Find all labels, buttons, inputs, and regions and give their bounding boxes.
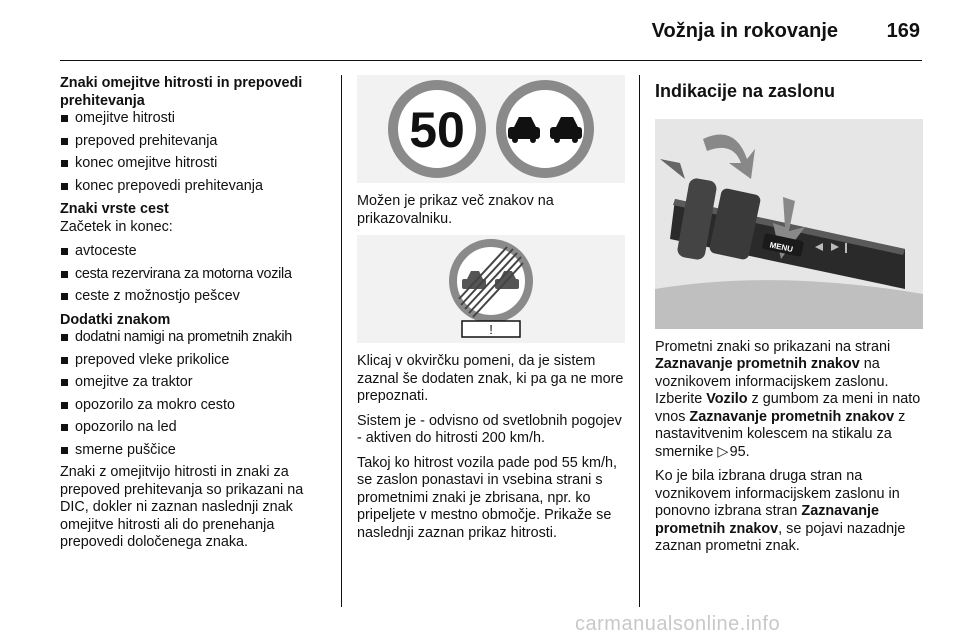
bullet-icon — [61, 293, 68, 300]
header-rule — [60, 60, 922, 61]
column-divider — [341, 75, 342, 607]
paragraph: Znaki z omejitvijo hitrosti in znaki za prepoved prehitevanja so prikazani na DIC, dokler ni zaznan naslednji znak omejitve hitrosti ali do prenehanja prepovedi določenega znaka. — [60, 464, 304, 550]
page-reference-icon: ▷ — [717, 443, 730, 460]
bullet-icon — [61, 334, 68, 341]
page-reference[interactable]: 95. — [729, 443, 750, 460]
section-heading: Znaki omejitve hitrosti in prepovedi prehitevanja — [60, 75, 303, 109]
paragraph: Sistem je - odvisno od svetlobnih pogojev - aktiven do hitrosti 200 km/h. — [357, 412, 622, 446]
list-item: ceste z možnostjo pešcev — [60, 288, 330, 306]
list-item: cesta rezervirana za motorna vozila — [60, 266, 330, 284]
speed-limit-value: 50 — [409, 102, 465, 158]
list-item: dodatni namigi na prometnih znakih — [60, 329, 330, 347]
figure-turn-signal-lever — [655, 119, 923, 329]
page-number: 169 — [886, 20, 920, 42]
bullet-icon — [61, 357, 68, 364]
bullet-icon — [61, 447, 68, 454]
section-heading: Dodatki znakom — [60, 311, 171, 328]
bullet-icon — [61, 248, 68, 255]
column-1 — [60, 75, 330, 559]
paragraph: Možen je prikaz več znakov na prikazovalniku. — [357, 193, 554, 227]
list-item: opozorilo na led — [60, 419, 330, 437]
paragraph: Klicaj v okvirčku pomeni, da je sistem zaznal še dodaten znak, ki pa ga ne more prepoznati. — [357, 353, 624, 404]
bullet-icon — [61, 424, 68, 431]
list-item: omejitve hitrosti — [60, 110, 330, 128]
column-2 — [357, 75, 625, 549]
list-item: smerne puščice — [60, 442, 330, 460]
list-item: avtoceste — [60, 243, 330, 261]
section-heading: Znaki vrste cest — [60, 201, 169, 217]
menu-label: MENU — [768, 239, 794, 254]
bullet-icon — [61, 183, 68, 190]
list-item: omejitve za traktor — [60, 374, 330, 392]
paragraph: Začetek in konec: — [60, 218, 173, 235]
paragraph: Takoj ko hitrost vozila pade pod 55 km/h, se zaslon ponastavi in vsebina strani s prometnimi znaki je zbrisana, npr. ko pripeljete v mestno območje. Prikaže se naslednji zaznan prikaz hitrosti. — [357, 454, 617, 541]
paragraph: Ko je bila izbrana druga stran na voznikovem informacijskem zaslonu in ponovno izbrana stran Zaznavanje prometnih znakov, se pojavi nazadnje zaznan prometni znak. — [655, 468, 906, 554]
figure-speed-and-overtaking-signs — [357, 75, 625, 183]
running-header: Vožnja in rokovanje — [651, 20, 838, 42]
list-item: konec omejitve hitrosti — [60, 155, 330, 173]
list-item: opozorilo za mokro cesto — [60, 397, 330, 415]
bullet-icon — [61, 271, 68, 278]
column-divider — [639, 75, 640, 607]
end-of-no-overtaking-illustration — [357, 235, 625, 343]
figure-end-of-no-overtaking — [357, 235, 625, 343]
list-item: prepoved vleke prikolice — [60, 352, 330, 370]
exclamation-mark: ! — [489, 322, 493, 337]
bullet-icon — [61, 115, 68, 122]
column-3 — [655, 75, 923, 563]
list-item: konec prepovedi prehitevanja — [60, 178, 330, 196]
bullet-icon — [61, 160, 68, 167]
bullet-icon — [61, 402, 68, 409]
list-item: prepoved prehitevanja — [60, 133, 330, 151]
turn-signal-lever-illustration — [655, 119, 923, 329]
watermark: carmanualsonline.info — [575, 613, 781, 635]
bullet-icon — [61, 379, 68, 386]
traffic-signs-illustration — [357, 75, 625, 183]
bullet-icon — [61, 138, 68, 145]
section-title: Indikacije na zaslonu — [655, 81, 836, 101]
paragraph: Prometni znaki so prikazani na strani Zaznavanje prometnih znakov na voznikovem informacijskem zaslonu. Izberite Vozilo z gumbom za meni in nato vnos Zaznavanje prometnih znakov z nastavitvenim kolescem na stikalu za smernike ▷ 95. — [655, 338, 921, 460]
